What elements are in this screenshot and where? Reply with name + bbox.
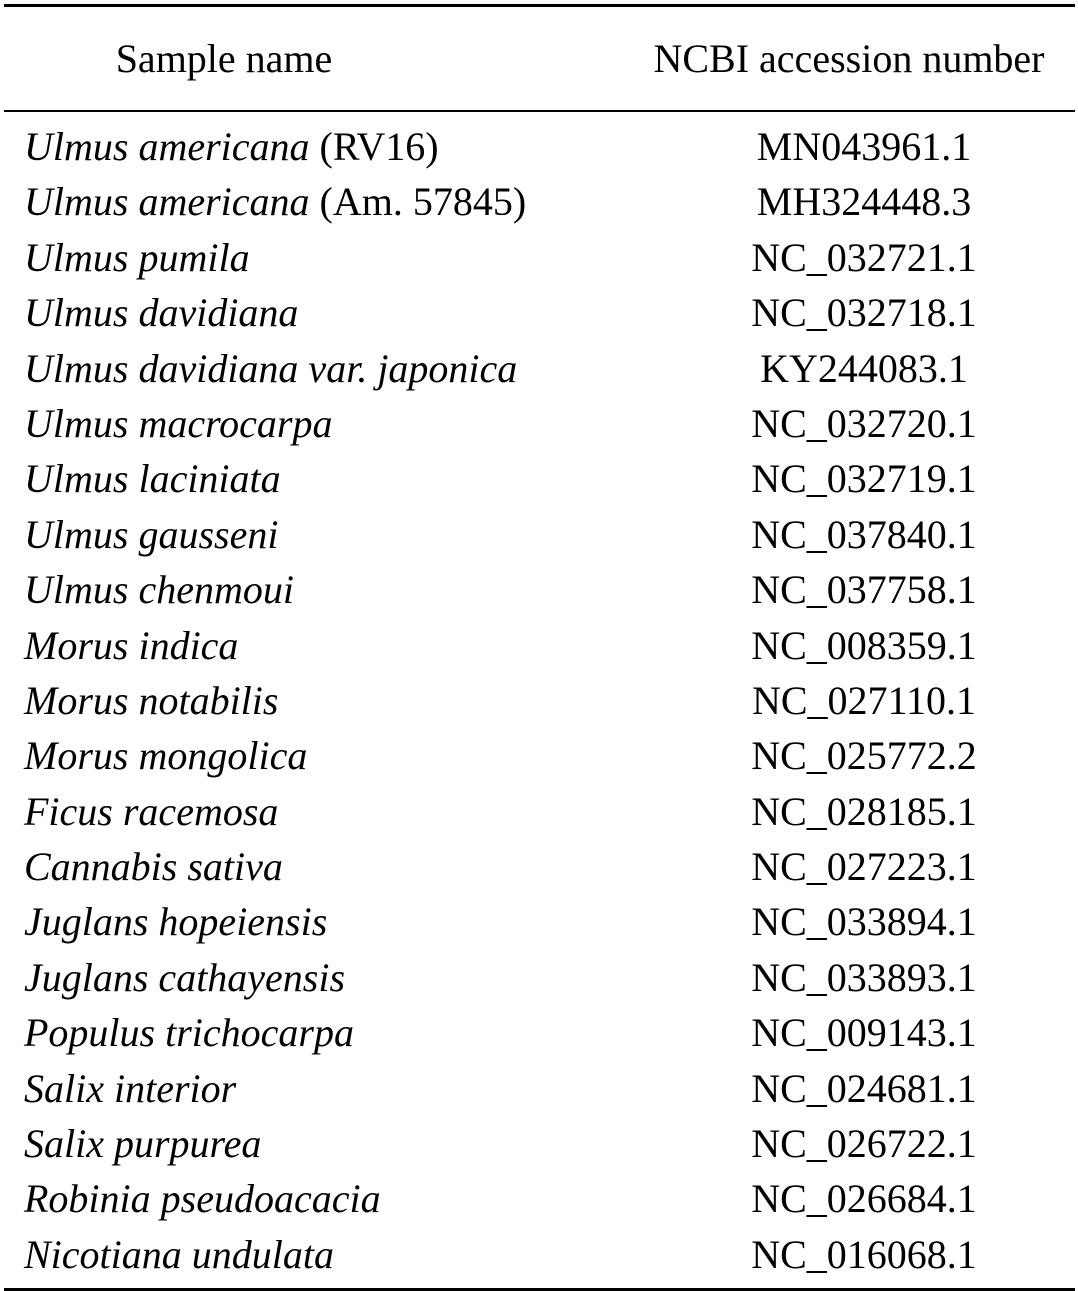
accession-number-cell: NC_008359.1 bbox=[751, 622, 977, 668]
accession-number-cell: NC_032720.1 bbox=[751, 400, 977, 446]
sample-name-cell bbox=[24, 1171, 381, 1226]
table-row bbox=[4, 728, 1075, 783]
species-name: Juglans cathayensis bbox=[24, 954, 346, 1000]
sample-name-cell bbox=[24, 618, 238, 673]
table-row bbox=[4, 1227, 1075, 1282]
specimen-label: (RV16) bbox=[309, 124, 439, 169]
species-name: Ulmus pumila bbox=[24, 234, 250, 280]
sample-name-cell bbox=[24, 1005, 354, 1060]
species-name: Ulmus americana bbox=[24, 179, 310, 225]
sample-name-cell bbox=[24, 1116, 261, 1171]
table-row bbox=[4, 174, 1075, 229]
species-name: Salix interior bbox=[24, 1065, 237, 1111]
species-name: Ulmus americana bbox=[24, 124, 310, 169]
sample-name-cell bbox=[24, 1227, 334, 1282]
accession-number-cell: MH324448.3 bbox=[756, 179, 972, 225]
species-name: Juglans hopeiensis bbox=[24, 899, 328, 945]
species-name: Ficus racemosa bbox=[24, 788, 279, 834]
accession-number-cell: MN043961.1 bbox=[756, 124, 972, 169]
species-name: Robinia pseudoacacia bbox=[24, 1176, 381, 1222]
sample-name-cell bbox=[24, 1061, 236, 1116]
specimen-label: (Am. 57845) bbox=[309, 179, 527, 225]
table-row bbox=[4, 507, 1075, 562]
accession-number-cell: NC_037840.1 bbox=[751, 511, 977, 557]
table-row bbox=[4, 618, 1075, 673]
table-row bbox=[4, 341, 1075, 396]
table-row bbox=[4, 1116, 1075, 1171]
accession-number-cell: NC_016068.1 bbox=[751, 1231, 977, 1277]
species-name: Morus mongolica bbox=[24, 733, 308, 779]
species-name: Populus trichocarpa bbox=[24, 1010, 354, 1056]
accession-number-cell: NC_033893.1 bbox=[751, 954, 977, 1000]
species-name: Ulmus macrocarpa bbox=[24, 400, 333, 446]
table-row bbox=[4, 230, 1075, 285]
species-name: Ulmus davidiana bbox=[24, 290, 299, 336]
table-row bbox=[4, 839, 1075, 894]
species-name: Morus notabilis bbox=[24, 677, 279, 723]
accession-number-cell: NC_009143.1 bbox=[751, 1010, 977, 1056]
table-row bbox=[4, 950, 1075, 1005]
accession-number-cell: NC_032719.1 bbox=[751, 456, 977, 502]
species-name: Salix purpurea bbox=[24, 1121, 262, 1167]
table-body bbox=[4, 112, 1075, 1288]
species-name: Ulmus gausseni bbox=[24, 511, 279, 557]
accession-number-cell: NC_037758.1 bbox=[751, 567, 977, 613]
header-sample-name: Sample name bbox=[115, 36, 333, 81]
accession-number-cell: NC_032718.1 bbox=[751, 290, 977, 336]
accession-number-cell: NC_026722.1 bbox=[751, 1121, 977, 1167]
sample-name-cell bbox=[24, 673, 278, 728]
accession-number-cell: NC_032721.1 bbox=[751, 234, 977, 280]
table-header-row bbox=[4, 7, 1075, 110]
sample-name-cell bbox=[24, 174, 526, 229]
sample-name-cell bbox=[24, 341, 517, 396]
accession-number-cell: KY244083.1 bbox=[760, 345, 968, 391]
accession-number-cell: NC_027223.1 bbox=[751, 844, 977, 890]
species-name: Morus indica bbox=[24, 622, 239, 668]
table-row bbox=[4, 1171, 1075, 1226]
accession-number-cell: NC_026684.1 bbox=[751, 1176, 977, 1222]
sample-name-cell bbox=[24, 950, 345, 1005]
species-name: Ulmus laciniata bbox=[24, 456, 281, 502]
sample-name-cell bbox=[24, 728, 307, 783]
accession-number-cell: NC_033894.1 bbox=[751, 899, 977, 945]
table-row bbox=[4, 1061, 1075, 1116]
table-row bbox=[4, 451, 1075, 506]
accession-number-cell: NC_024681.1 bbox=[751, 1065, 977, 1111]
accession-number-cell: NC_028185.1 bbox=[751, 788, 977, 834]
accession-number-cell: NC_025772.2 bbox=[751, 733, 977, 779]
sample-name-cell bbox=[24, 451, 281, 506]
sample-name-cell bbox=[24, 562, 294, 617]
sample-name-cell bbox=[24, 507, 278, 562]
table-row bbox=[4, 396, 1075, 451]
species-name: Nicotiana undulata bbox=[24, 1231, 334, 1277]
table-row bbox=[4, 1005, 1075, 1060]
header-accession-number: NCBI accession number bbox=[653, 36, 1045, 81]
table-row bbox=[4, 285, 1075, 340]
sample-name-cell bbox=[24, 396, 333, 451]
species-name: Ulmus chenmoui bbox=[24, 567, 294, 613]
sample-name-cell bbox=[24, 285, 298, 340]
sample-name-cell bbox=[24, 784, 278, 839]
accession-number-cell: NC_027110.1 bbox=[751, 677, 977, 723]
sample-name-cell bbox=[24, 894, 327, 949]
species-name: Cannabis sativa bbox=[24, 844, 283, 890]
accession-table bbox=[4, 4, 1075, 1291]
table-row bbox=[4, 784, 1075, 839]
sample-name-cell bbox=[24, 230, 250, 285]
table-row bbox=[4, 562, 1075, 617]
sample-name-cell bbox=[24, 839, 283, 894]
table-row bbox=[4, 673, 1075, 728]
table-row bbox=[4, 119, 1075, 174]
table-row bbox=[4, 894, 1075, 949]
sample-name-cell bbox=[24, 119, 439, 174]
species-name: Ulmus davidiana var. japonica bbox=[24, 345, 518, 391]
